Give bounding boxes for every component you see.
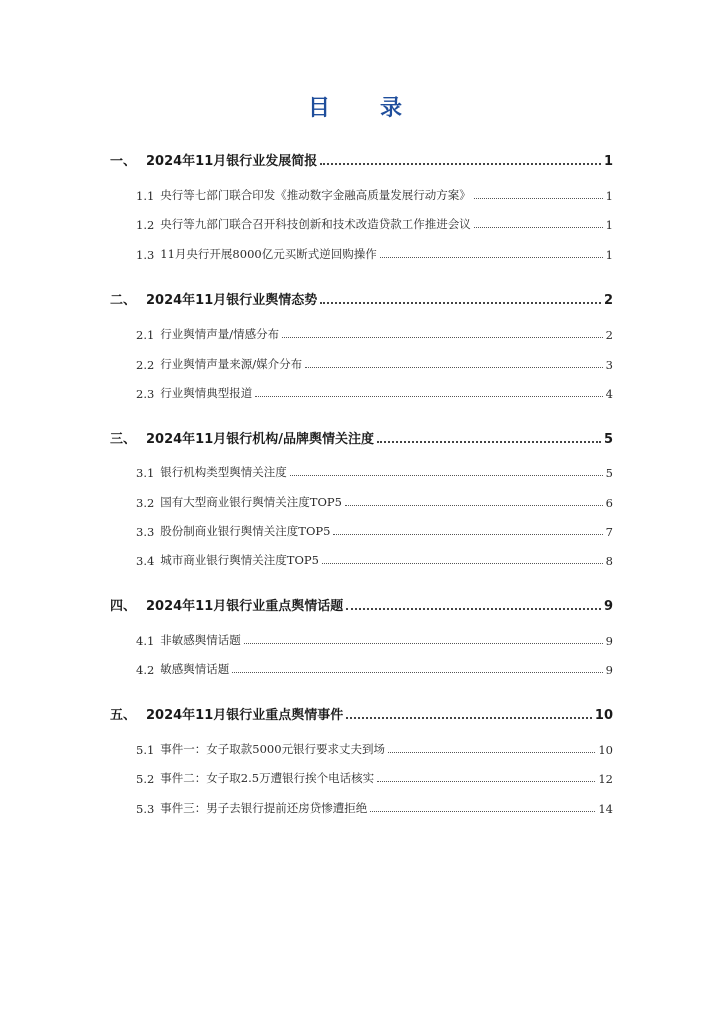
toc-item-title: 11月央行开展8000亿元买断式逆回购操作 [160,247,377,261]
toc-page-number: 1 [603,154,613,169]
toc-item-number: 1.1 [136,189,155,203]
toc-page-number: 5 [605,466,613,480]
dot-leader [322,563,603,564]
dot-leader [377,781,595,782]
toc-section-3[interactable] [110,425,613,447]
toc-item-title: 国有大型商业银行舆情关注度TOP5 [160,495,342,509]
toc-section-title: 2024年11月银行业重点舆情事件 [146,708,344,723]
toc-section-number: 五、 [110,708,137,723]
toc-item-5-3[interactable] [136,796,613,816]
dot-leader [320,163,601,165]
toc-item-title: 行业舆情声量/情感分布 [160,327,280,341]
toc-page-number: 7 [605,525,613,539]
toc-item-title: 非敏感舆情话题 [160,633,241,647]
toc-section-1[interactable] [110,147,613,169]
toc-section-title: 2024年11月银行业舆情态势 [146,293,318,308]
toc-item-title: 银行机构类型舆情关注度 [160,465,287,479]
toc-page-number: 8 [605,554,613,568]
toc-item-title: 城市商业银行舆情关注度TOP5 [160,553,319,567]
toc-item-5-1[interactable] [136,737,613,757]
dot-leader [377,441,601,443]
dot-leader [474,227,603,228]
toc-item-3-1[interactable] [136,460,613,480]
toc-page-number: 9 [603,599,613,614]
toc-item-title: 事件三：男子去银行提前还房贷惨遭拒绝 [160,801,368,815]
toc-item-title: 事件一：女子取款5000元银行要求丈夫到场 [160,742,386,756]
dot-leader [388,752,595,753]
toc-page-number: 1 [605,248,613,262]
toc-section-title: 2024年11月银行机构/品牌舆情关注度 [146,432,375,447]
toc-item-title: 事件二：女子取2.5万遭银行挨个电话核实 [160,771,375,785]
toc-item-1-3[interactable] [136,242,613,262]
toc-item-1-2[interactable] [136,212,613,232]
toc-page-number: 2 [605,328,613,342]
toc-item-2-2[interactable] [136,352,613,372]
toc-section-2[interactable] [110,286,613,308]
toc-item-number: 3.1 [136,466,155,480]
toc-item-number: 5.3 [136,802,155,816]
toc-item-2-1[interactable] [136,322,613,342]
dot-leader [282,337,603,338]
toc-item-title: 央行等七部门联合印发《推动数字金融高质量发展行动方案》 [160,188,471,202]
toc-item-number: 2.1 [136,328,155,342]
dot-leader [346,717,592,719]
toc-item-number: 3.2 [136,496,155,510]
toc-page-number: 1 [605,189,613,203]
toc-section-title: 2024年11月银行业发展简报 [146,154,318,169]
toc-page-number: 5 [603,432,613,447]
toc-item-5-2[interactable] [136,766,613,786]
toc-item-number: 1.3 [136,248,155,262]
page-title: 目 录 [307,95,416,121]
dot-leader [345,505,603,506]
toc-page-number: 9 [605,634,613,648]
toc-item-number: 5.1 [136,743,155,757]
toc-page-number: 4 [605,387,613,401]
toc-item-4-1[interactable] [136,628,613,648]
toc-item-number: 3.4 [136,554,155,568]
dot-leader [380,257,603,258]
dot-leader [244,643,603,644]
toc-item-number: 4.1 [136,634,155,648]
toc-item-number: 2.2 [136,358,155,372]
dot-leader [290,475,603,476]
toc-page-number: 1 [605,218,613,232]
toc-item-title: 敏感舆情话题 [160,662,230,676]
toc-item-title: 股份制商业银行舆情关注度TOP5 [160,524,331,538]
toc-page-number: 10 [594,708,613,723]
dot-leader [232,672,602,673]
toc-item-3-4[interactable] [136,548,613,568]
toc-item-3-3[interactable] [136,519,613,539]
dot-leader [474,198,603,199]
toc-section-title: 2024年11月银行业重点舆情话题 [146,599,344,614]
toc-section-number: 三、 [110,432,137,447]
toc-section-number: 二、 [110,293,137,308]
toc-section-number: 一、 [110,154,137,169]
dot-leader [305,367,603,368]
toc-section-number: 四、 [110,599,137,614]
toc-page-number: 10 [598,743,613,757]
toc-item-1-1[interactable] [136,183,613,203]
toc-page-number: 12 [598,772,613,786]
toc-page-number: 3 [605,358,613,372]
dot-leader [333,534,602,535]
toc-item-title: 行业舆情声量来源/媒介分布 [160,357,303,371]
toc-page-number: 9 [605,663,613,677]
toc-item-number: 4.2 [136,663,155,677]
toc-item-number: 3.3 [136,525,155,539]
toc-item-number: 5.2 [136,772,155,786]
dot-leader [346,608,601,610]
dot-leader [320,302,601,304]
toc-page-number: 6 [605,496,613,510]
toc-page-number: 2 [603,293,613,308]
toc-item-title: 行业舆情典型报道 [160,386,253,400]
dot-leader [370,811,595,812]
toc-item-number: 1.2 [136,218,155,232]
toc-section-4[interactable] [110,592,613,614]
toc-item-4-2[interactable] [136,657,613,677]
toc-item-3-2[interactable] [136,490,613,510]
dot-leader [255,396,602,397]
toc-item-title: 央行等九部门联合召开科技创新和技术改造贷款工作推进会议 [160,217,471,231]
toc-item-2-3[interactable] [136,381,613,401]
toc-section-5[interactable] [110,701,613,723]
toc-item-number: 2.3 [136,387,155,401]
toc-page-number: 14 [598,802,613,816]
